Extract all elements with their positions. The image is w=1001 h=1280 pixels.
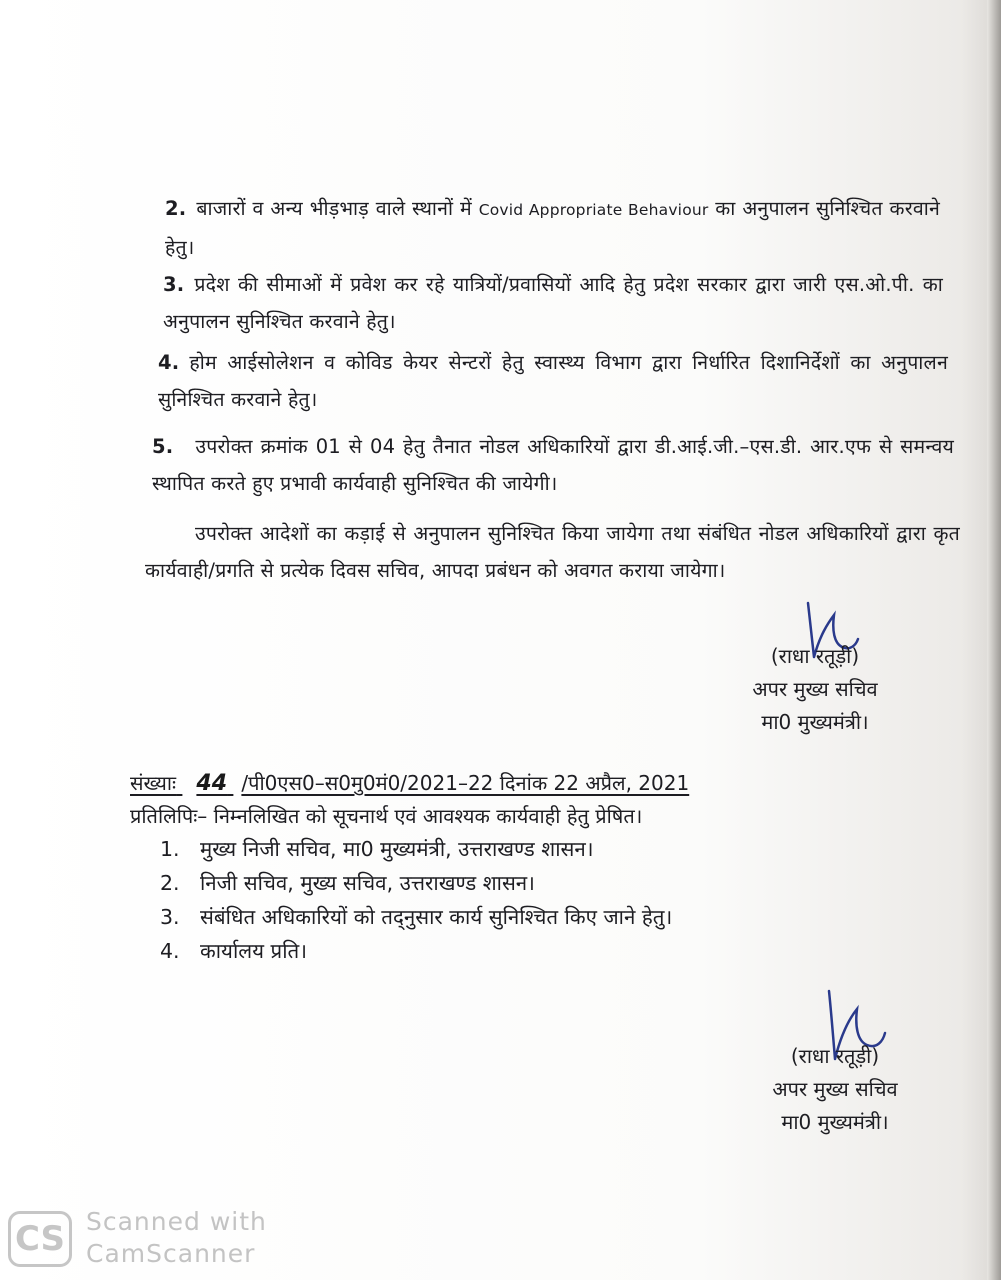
copy-to-list xyxy=(160,832,672,968)
point-text: उपरोक्त क्रमांक 01 से 04 हेतु तैनात नोडल अधिकारियों द्वारा डी.आई.जी.–एस.डी. आर.एफ से समन्वय स्थापित करते हुए प्रभावी कार्यवाही सुनिश्चित की जायेगी। xyxy=(152,435,954,495)
signature-block-2 xyxy=(750,1040,920,1139)
reference-handwritten-number: 44 xyxy=(196,771,228,796)
point-text-cont: का अनुपालन सुनिश्चित करवाने हेतु। xyxy=(165,197,940,259)
reference-code: /पी0एस0–स0मु0मं0/2021–22 दिनांक 22 अप्रैल, 2021 xyxy=(241,771,690,795)
closing-paragraph xyxy=(145,515,960,589)
camscanner-logo-icon: CS xyxy=(8,1211,72,1267)
signatory-name: (राधा रतूड़ी) xyxy=(770,644,860,668)
point-3 xyxy=(163,266,943,340)
list-item: 3. संबंधित अधिकारियों को तद्नुसार कार्य सुनिश्चित किए जाने हेतु। xyxy=(160,905,673,929)
signatory-office: मा0 मुख्यमंत्री। xyxy=(781,1110,889,1134)
signatory-designation: अपर मुख्य सचिव xyxy=(772,1077,898,1101)
latin-phrase: Covid Appropriate Behaviour xyxy=(478,201,709,219)
point-5 xyxy=(152,428,954,502)
page-edge xyxy=(987,0,1001,1280)
point-number: 4. xyxy=(158,351,180,374)
signature-block-1 xyxy=(730,640,900,739)
reference-number xyxy=(130,768,689,799)
signatory-office: मा0 मुख्यमंत्री। xyxy=(761,710,869,734)
point-text: बाजारों व अन्य भीड़भाड़ वाले स्थानों में xyxy=(196,197,479,220)
signatory-name: (राधा रतूड़ी) xyxy=(790,1044,880,1068)
point-4 xyxy=(158,344,948,418)
closing-text: उपरोक्त आदेशों का कड़ाई से अनुपालन सुनिश्चित किया जायेगा तथा संबंधित नोडल अधिकारियों द्वारा कृत कार्यवाही/प्रगति से प्रत्येक दिवस सचिव, आपदा प्रबंधन को अवगत कराया जायेगा। xyxy=(145,522,960,582)
point-text: होम आईसोलेशन व कोविड केयर सेन्टरों हेतु स्वास्थ्य विभाग द्वारा निर्धारित दिशानिर्देशों का अनुपालन सुनिश्चित करवाने हेतु। xyxy=(158,351,948,411)
list-item: 4. कार्यालय प्रति। xyxy=(160,939,307,963)
reference-label: संख्याः xyxy=(130,771,177,795)
copy-to-intro: प्रतिलिपिः– निम्नलिखित को सूचनार्थ एवं आवश्यक कार्यवाही हेतु प्रेषित। xyxy=(130,804,643,828)
list-item: 2. निजी सचिव, मुख्य सचिव, उत्तराखण्ड शासन। xyxy=(160,871,535,895)
point-2 xyxy=(165,190,940,266)
list-item: 1. मुख्य निजी सचिव, मा0 मुख्यमंत्री, उत्तराखण्ड शासन। xyxy=(160,837,594,861)
camscanner-watermark: Scanned with CamScanner xyxy=(86,1207,267,1268)
point-number: 5. xyxy=(152,435,174,458)
signatory-designation: अपर मुख्य सचिव xyxy=(752,677,878,701)
point-number: 3. xyxy=(163,273,185,296)
point-text: प्रदेश की सीमाओं में प्रवेश कर रहे यात्रियों/प्रवासियों आदि हेतु प्रदेश सरकार द्वारा जारी एस.ओ.पी. का अनुपालन सुनिश्चित करवाने हेतु। xyxy=(163,273,943,333)
point-number: 2. xyxy=(165,197,187,220)
